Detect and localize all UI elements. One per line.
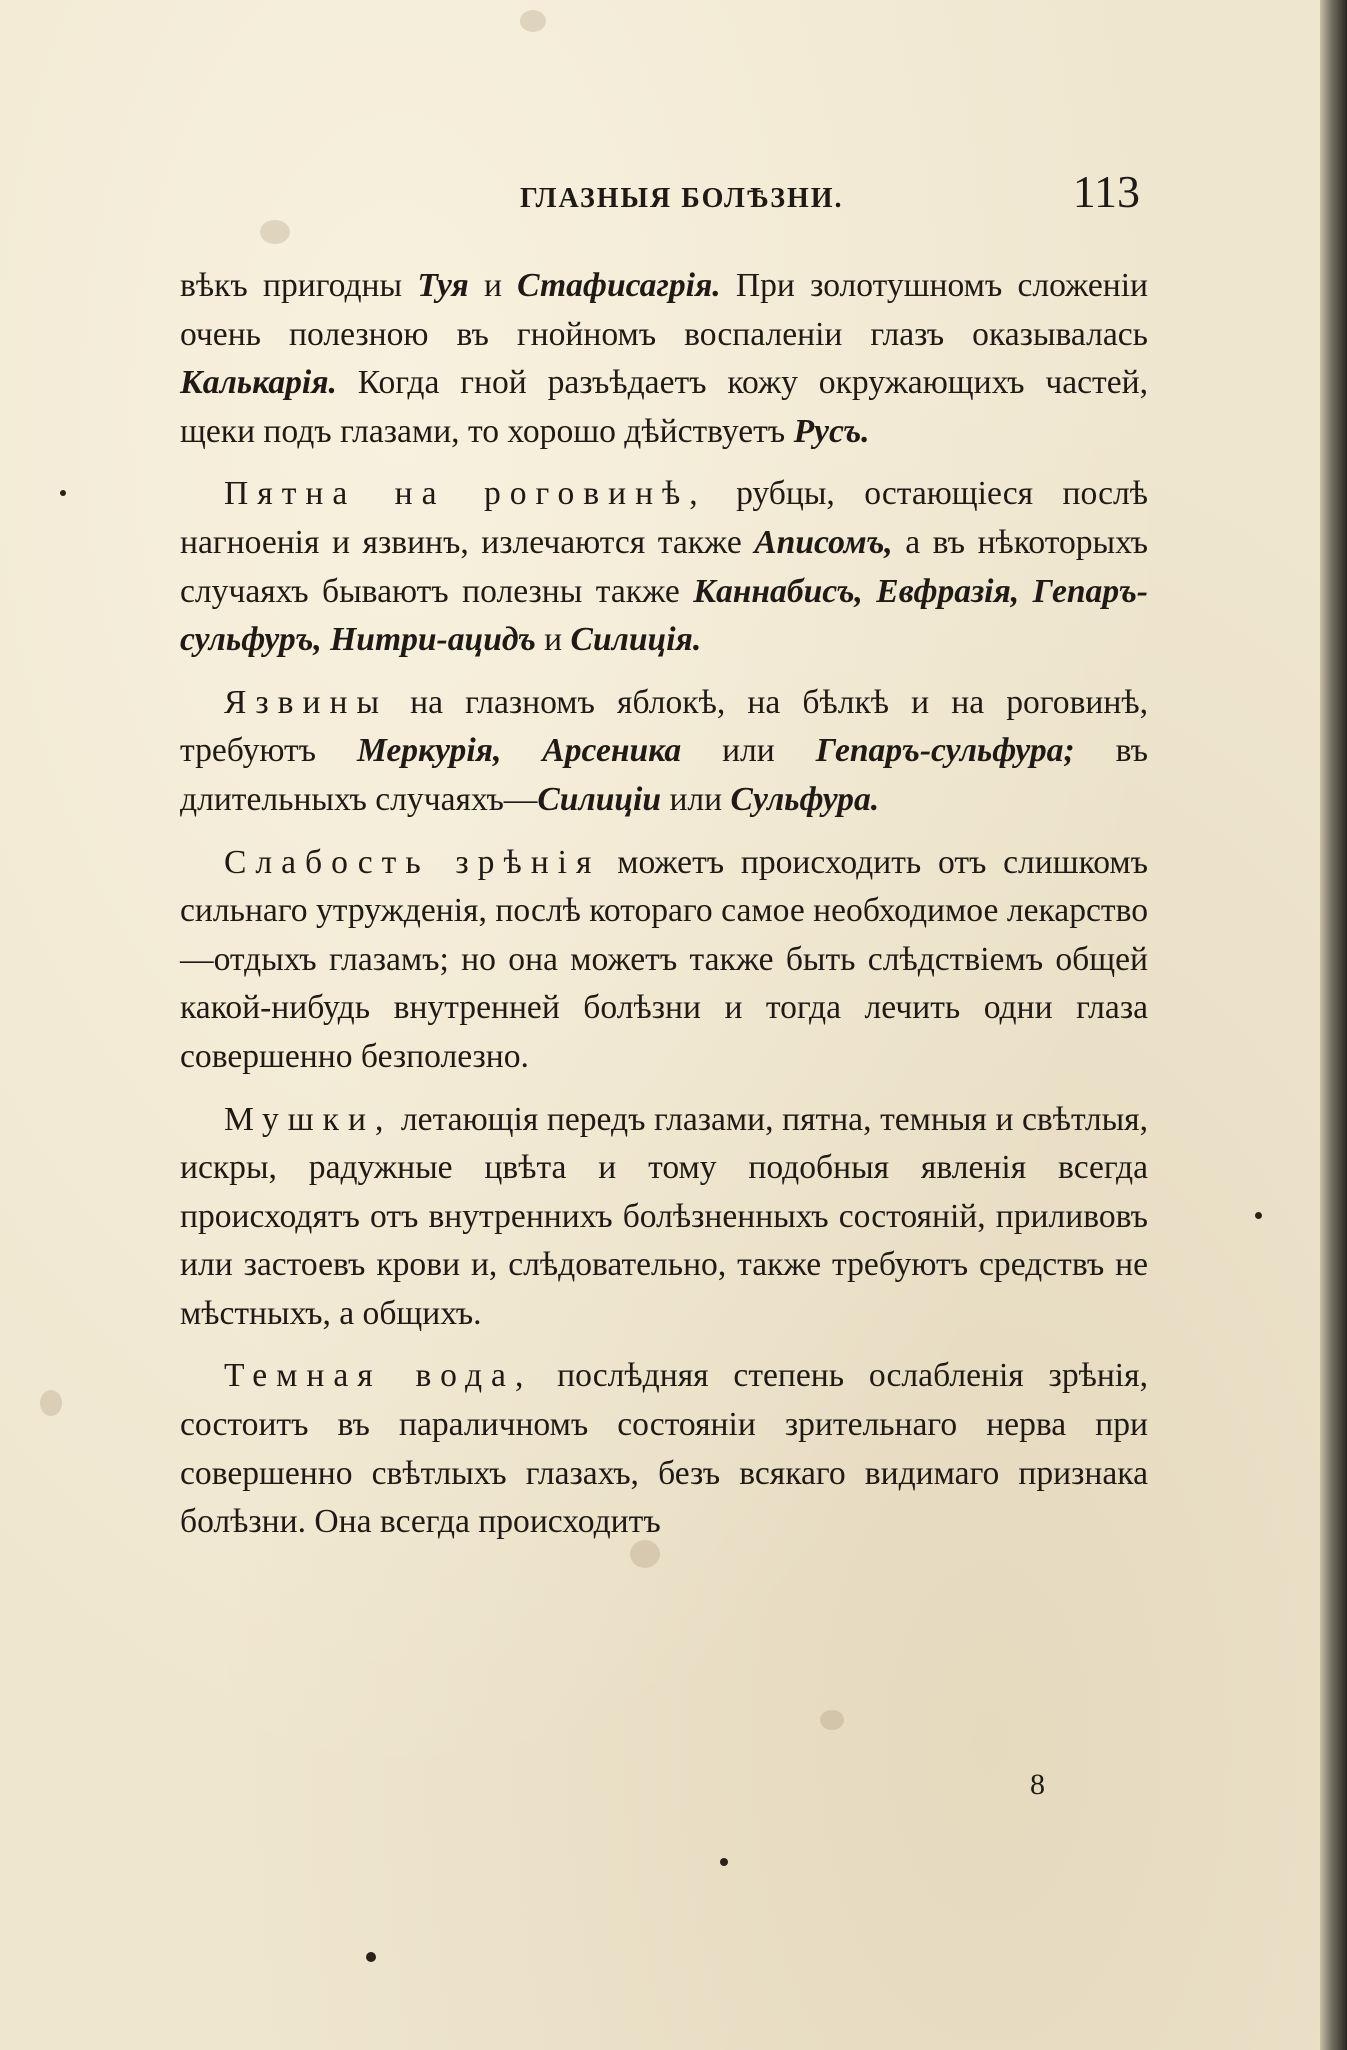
text: на глазномъ яблокѣ, на бѣлкѣ и на роговинѣ, требуютъ (180, 683, 1148, 770)
text (1019, 573, 1032, 610)
body-text (180, 262, 1148, 1561)
remedy-name: Аписомъ, (754, 523, 893, 561)
section-term: Темная вода, (224, 1357, 533, 1395)
stain (520, 10, 546, 32)
text: и (535, 621, 571, 659)
paragraph (180, 679, 1148, 825)
text (501, 732, 542, 769)
page-edge (1320, 0, 1347, 2050)
remedy-name: Сульфура. (730, 780, 880, 818)
page-header (180, 165, 1140, 225)
text: или (661, 780, 731, 818)
paragraph (180, 262, 1148, 456)
text: можетъ происходить отъ слишкомъ сильнаго утружденія, послѣ котораго самое необходимое лекарство—отдыхъ глазамъ; но она можетъ также быть слѣдствіемъ общей какой-нибудь внутренней болѣзни и тогда лечить одни глаза совершенно безполезно. (180, 843, 1148, 1075)
section-term: Мушки, (224, 1100, 393, 1138)
paragraph (180, 470, 1148, 664)
text: вѣкъ пригодны (180, 267, 418, 304)
section-term: Язвины (224, 683, 389, 721)
remedy-name: Гепаръ-сульфуръ, (180, 572, 1148, 659)
remedy-name: Нитри-ацидъ (330, 621, 536, 659)
text: При золотушномъ сложеніи очень полезною въ гнойномъ воспаленіи глазъ оказывалась (180, 267, 1149, 353)
running-head: ГЛАЗНЫЯ БОЛѢЗНИ. (520, 183, 844, 214)
ink-speck (1255, 1212, 1262, 1219)
remedy-name: Каннабисъ, (693, 572, 863, 610)
text: рубцы, остающіеся послѣ нагноенія и язвинъ, излечаются также (180, 475, 1148, 561)
text: Когда гной разъѣдаетъ кожу окружающихъ частей, щеки подъ глазами, то хорошо дѣйствуетъ (180, 364, 1148, 450)
remedy-name: Евфразія, (876, 572, 1020, 610)
remedy-name: Русъ. (793, 412, 870, 450)
section-term: Слабость зрѣнія (224, 843, 601, 881)
remedy-name: Калькарія. (180, 364, 337, 402)
text (322, 621, 330, 658)
ink-speck (366, 1952, 376, 1962)
paragraph (180, 1096, 1148, 1339)
stain (820, 1710, 844, 1730)
text: а въ нѣкоторыхъ случаяхъ бываютъ полезны также (180, 523, 1148, 610)
remedy-name: Стафисагрія. (517, 267, 721, 304)
stain (40, 1390, 62, 1416)
text: летающія передъ глазами, пятна, темныя и свѣтлыя, искры, радужные цвѣта и тому подобныя явленія всегда происходятъ отъ внутреннихъ болѣзненныхъ состояній, приливовъ или застоевъ крови и, слѣдовательно, также требуютъ средствъ не мѣстныхъ, а общихъ. (180, 1100, 1148, 1332)
remedy-name: Арсеника (542, 732, 682, 770)
text: или (681, 732, 816, 770)
paragraph (180, 839, 1148, 1082)
paragraph (180, 1352, 1148, 1546)
page-number: 113 (1072, 166, 1140, 217)
remedy-name: Туя (417, 267, 469, 304)
remedy-name: Меркурія, (356, 732, 502, 770)
remedy-name: Силиція. (570, 621, 702, 659)
text: и (468, 267, 518, 304)
section-term: Пятна на роговинѣ, (224, 475, 707, 513)
remedy-name: Гепаръ-сульфура; (815, 732, 1075, 770)
ink-speck (60, 490, 66, 496)
text: въ длительныхъ случаяхъ— (180, 732, 1148, 818)
ink-speck (720, 1858, 728, 1866)
remedy-name: Силиціи (537, 780, 662, 818)
text: послѣдняя степень ослабленія зрѣнія, состоитъ въ параличномъ состояніи зрительнаго нерва при совершенно свѣтлыхъ глазахъ, безъ всякаго видимаго признака болѣзни. Она всегда происходитъ (180, 1357, 1148, 1541)
signature-mark: 8 (1030, 1768, 1045, 1801)
text (863, 573, 876, 610)
